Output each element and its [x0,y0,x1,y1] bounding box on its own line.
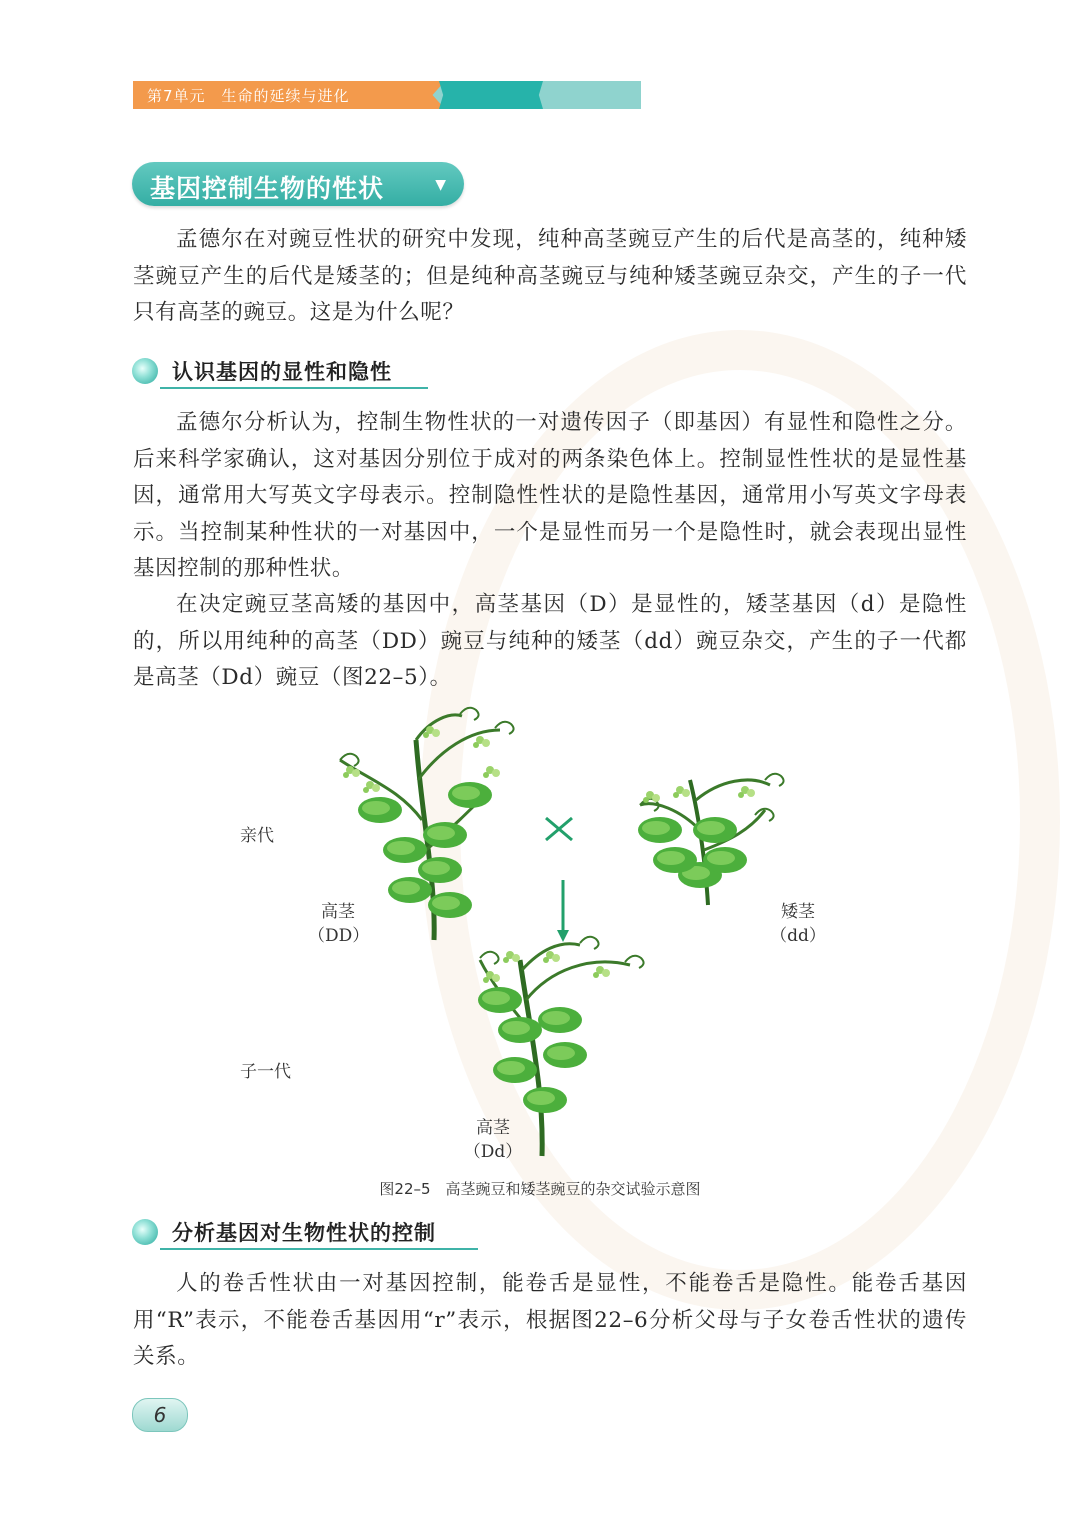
intro-paragraph: 孟德尔在对豌豆性状的研究中发现，纯种高茎豌豆产生的后代是高茎的，纯种矮茎豌豆产生的后代是矮茎的；但是纯种高茎豌豆与纯种矮茎豌豆杂交，产生的子一代只有高茎的豌豆。这是为什么呢？ [133,227,967,325]
bullet-circle-icon [132,1219,158,1245]
section-title-text: 基因控制生物的性状 [150,174,385,203]
heading-underline [160,387,428,389]
offspring-genotype: （Dd） [463,1142,523,1162]
parent-generation-label: 亲代 [240,826,274,846]
cross-icon [546,818,572,840]
offspring-generation-label: 子一代 [240,1062,291,1082]
subsection-title-1: 认识基因的显性和隐性 [172,360,392,384]
figure-caption: 图22–5 高茎豌豆和矮茎豌豆的杂交试验示意图 [379,1180,701,1198]
short-parent-name: 矮茎 [781,902,815,922]
tall-parent-name: 高茎 [321,902,355,922]
header-teal-band [439,81,543,109]
short-parent-genotype: （dd） [770,926,826,946]
bullet-circle-icon [132,358,158,384]
arrow-down-icon [557,880,569,942]
offspring-label [463,1116,523,1164]
short-parent-label [768,900,828,948]
triangle-down-icon: ▼ [435,177,446,193]
subsection-heading-2 [132,1214,482,1250]
tall-parent-label [308,900,368,948]
subsection-heading-1 [132,353,432,389]
subsection-title-2: 分析基因对生物性状的控制 [172,1221,436,1245]
unit-title: 第7单元 生命的延续与进化 [147,87,350,105]
paragraph-pea-cross: 在决定豌豆茎高矮的基因中，高茎基因（D）是显性的，矮茎基因（d）是隐性的，所以用纯种的高茎（DD）豌豆与纯种的矮茎（dd）豌豆杂交，产生的子一代都是高茎（Dd）豌豆（图22–5）。 [133,592,967,690]
tall-parent-genotype: （DD） [308,926,370,946]
page-number: 6 [132,1398,188,1432]
pea-cross-figure [200,700,920,1180]
heading-underline [160,1248,478,1250]
unit-header [133,81,641,109]
paragraph-tongue-rolling: 人的卷舌性状由一对基因控制，能卷舌是显性，不能卷舌是隐性。能卷舌基因用“R”表示，不能卷舌基因用“r”表示，根据图22–6分析父母与子女卷舌性状的遗传关系。 [133,1271,967,1369]
short-parent-plant [638,774,784,905]
paragraph-dominance: 孟德尔分析认为，控制生物性状的一对遗传因子（即基因）有显性和隐性之分。后来科学家确认，这对基因分别位于成对的两条染色体上。控制显性性状的是显性基因，通常用大写英文字母表示。控制隐性性状的是隐性基因，通常用小写英文字母表示。当控制某种性状的一对基因中，一个是显性而另一个是隐性时，就会表现出显性基因控制的那种性状。 [133,410,967,581]
section-title [132,162,464,206]
offspring-name: 高茎 [476,1118,510,1138]
